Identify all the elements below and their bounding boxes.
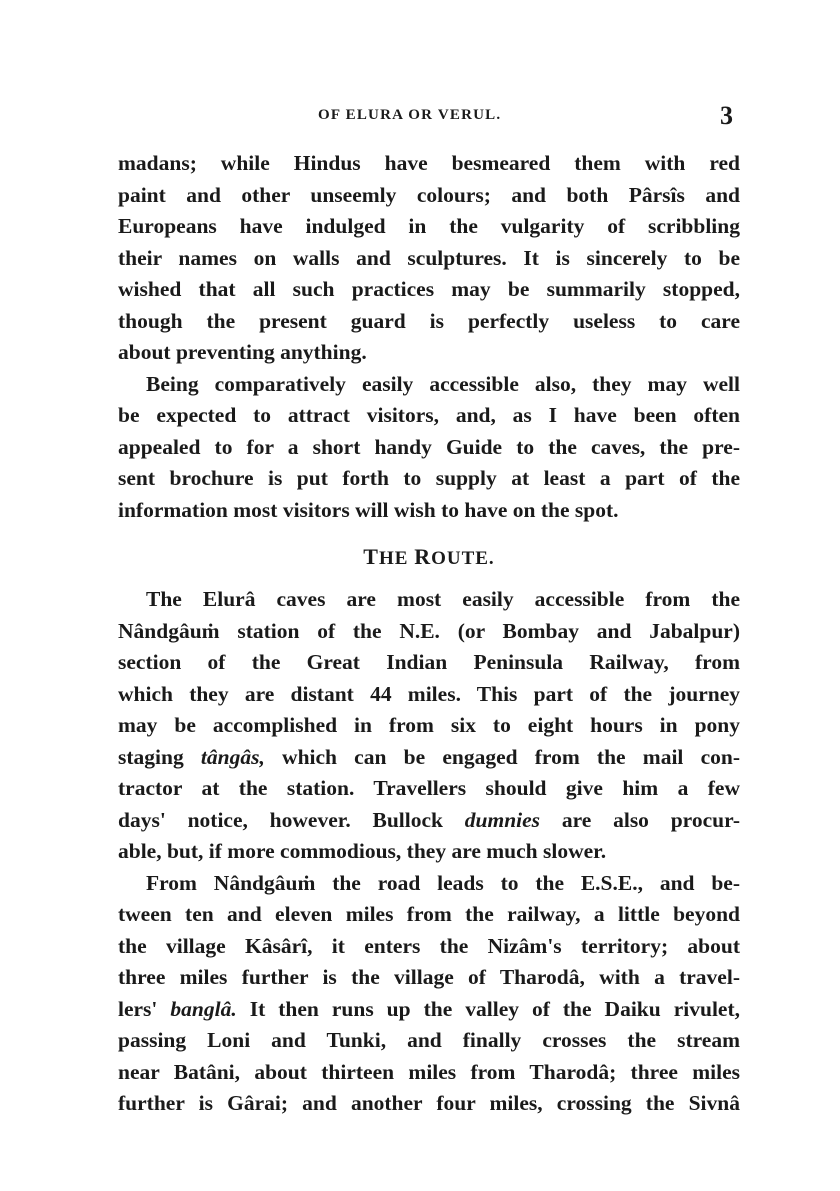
text-line: days' notice, however. Bullock dumnies are also procur- xyxy=(118,807,740,832)
text-line: sent brochure is put forth to supply at least a part of the xyxy=(118,466,740,490)
text-line: appealed to for a short handy Guide to the caves, the pre- xyxy=(118,434,740,459)
text-line: passing Loni and Tunki, and finally crosses the stream xyxy=(118,1028,740,1052)
text-line: their names on walls and sculptures. It is sincerely to be xyxy=(118,245,740,270)
body-text xyxy=(118,148,740,1120)
paragraph-1 xyxy=(118,148,740,369)
text-line: may be accomplished in from six to eight hours in pony xyxy=(118,713,740,737)
text-line: From Nândgâuṁ the road leads to the E.S.E., and be- xyxy=(146,870,740,895)
text-line: information most visitors will wish to have on the spot. xyxy=(118,497,619,522)
text-line: further is Gârai; and another four miles, crossing the Sivnâ xyxy=(118,1091,740,1115)
paragraph-2 xyxy=(118,369,740,527)
italic-term: dumnies xyxy=(464,807,541,832)
text-line: the village Kâsârî, it enters the Nizâm's territory; about xyxy=(118,933,740,958)
text-line: section of the Great Indian Peninsula Railway, from xyxy=(118,650,740,674)
text-line: paint and other unseemly colours; and both Pârsîs and xyxy=(118,182,740,207)
text-line: tractor at the station. Travellers should give him a few xyxy=(118,776,740,800)
text-line: be expected to attract visitors, and, as I have been often xyxy=(118,403,740,427)
text-line: about preventing anything. xyxy=(118,340,367,364)
running-header xyxy=(0,103,840,133)
italic-term: tângâs, xyxy=(200,744,265,769)
italic-term: banglâ. xyxy=(170,996,237,1021)
text-line: wished that all such practices may be summarily stopped, xyxy=(118,277,740,301)
text-line: tween ten and eleven miles from the railway, a little beyond xyxy=(118,902,740,926)
text-line: able, but, if more commodious, they are much slower. xyxy=(118,839,607,863)
text-line: Being comparatively easily accessible also, they may well xyxy=(146,371,740,396)
text-line: near Batâni, about thirteen miles from Tharodâ; three miles xyxy=(118,1059,740,1084)
section-heading: THE ROUTE. xyxy=(363,544,495,569)
text-line: The Elurâ caves are most easily accessible from the xyxy=(146,587,740,611)
text-line: which they are distant 44 miles. This part of the journey xyxy=(118,681,740,706)
paragraph-4 xyxy=(118,868,740,1120)
text-line: though the present guard is perfectly useless to care xyxy=(118,308,740,333)
page-number: 3 xyxy=(720,101,733,130)
text-line: three miles further is the village of Tharodâ, with a travel- xyxy=(118,965,740,989)
text-line: lers' banglâ. It then runs up the valley of the Daiku rivulet, xyxy=(118,996,740,1021)
text-line: madans; while Hindus have besmeared them with red xyxy=(118,151,740,175)
text-line: staging tângâs, which can be engaged from the mail con- xyxy=(118,744,740,769)
text-line: Nândgâuṁ station of the N.E. (or Bombay and Jabalpur) xyxy=(118,618,740,643)
running-title: OF ELURA OR VERUL. xyxy=(318,107,502,123)
text-line: Europeans have indulged in the vulgarity of scribbling xyxy=(118,214,740,238)
paragraph-3 xyxy=(118,584,740,868)
